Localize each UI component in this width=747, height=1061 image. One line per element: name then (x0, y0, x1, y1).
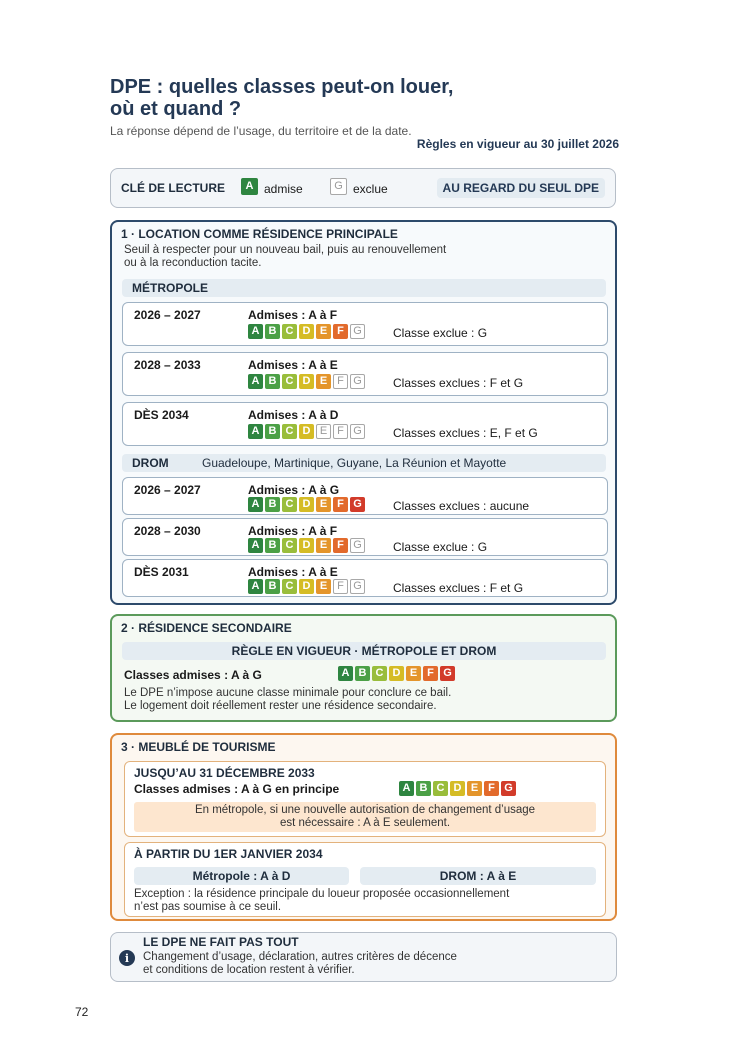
key-admitted-badge: A (241, 178, 258, 195)
dpe-class-badge-c: C (282, 374, 297, 389)
note-text-line-2: et conditions de location restent à vérifier. (143, 964, 355, 976)
drom-label: DROM (132, 456, 169, 470)
dpe-class-badge-b: B (265, 324, 280, 339)
dpe-class-badge-c: C (282, 538, 297, 553)
dpe-class-badge-a: A (248, 538, 263, 553)
key-scope-label: AU REGARD DU SEUL DPE (437, 178, 605, 198)
dpe-class-badge-e: E (316, 497, 331, 512)
dpe-class-badge-d: D (299, 579, 314, 594)
dpe-class-badge-g: G (350, 324, 365, 339)
row-years: DÈS 2034 (134, 408, 189, 422)
dpe-class-badge-f: F (333, 497, 348, 512)
period2-title: À PARTIR DU 1ER JANVIER 2034 (134, 847, 323, 861)
row-years: 2028 – 2033 (134, 358, 201, 372)
dpe-class-badge-b: B (265, 538, 280, 553)
note-title: LE DPE NE FAIT PAS TOUT (143, 935, 299, 949)
section2-text (124, 687, 451, 713)
period1-note (134, 802, 596, 832)
class-badges (248, 424, 365, 439)
dpe-class-badge-g: G (350, 424, 365, 439)
dpe-class-badge-g: G (350, 579, 365, 594)
dpe-class-badge-b: B (265, 424, 280, 439)
period1-classes: Classes admises : A à G en principe (134, 782, 340, 796)
dpe-class-badge-f: F (333, 374, 348, 389)
row-years: 2026 – 2027 (134, 308, 201, 322)
section2-title: 2 · RÉSIDENCE SECONDAIRE (121, 621, 292, 635)
dpe-class-badge-d: D (299, 424, 314, 439)
key-excluded-text: exclue (353, 182, 388, 196)
class-badges (248, 538, 365, 553)
dpe-class-badge-f: F (333, 324, 348, 339)
row-admitted-range: Admises : A à F (248, 524, 338, 538)
schedule-row (122, 559, 608, 597)
info-icon: i (119, 950, 135, 966)
dpe-class-badge-c: C (282, 579, 297, 594)
dpe-class-badge-a: A (338, 666, 353, 681)
rules-date: Règles en vigueur au 30 juillet 2026 (416, 137, 619, 151)
section1-title: 1 · LOCATION COMME RÉSIDENCE PRINCIPALE (121, 227, 398, 241)
schedule-row (122, 477, 608, 515)
dpe-class-badge-f: F (333, 538, 348, 553)
row-admitted-range: Admises : A à E (248, 565, 338, 579)
key-label: CLÉ DE LECTURE (121, 181, 226, 195)
class-badges (338, 666, 455, 681)
note-text (143, 951, 457, 977)
section1-desc-line-2: ou à la reconduction tacite. (124, 257, 262, 269)
dpe-class-badge-a: A (248, 374, 263, 389)
section-tourist-furnished (110, 733, 617, 921)
dpe-class-badge-e: E (406, 666, 421, 681)
key-admitted-text: admise (264, 182, 303, 196)
drom-territories: Guadeloupe, Martinique, Guyane, La Réunion et Mayotte (202, 456, 507, 470)
dpe-class-badge-b: B (265, 374, 280, 389)
drom-band (122, 454, 606, 472)
dpe-class-badge-g: G (350, 497, 365, 512)
dpe-class-badge-e: E (316, 538, 331, 553)
dpe-class-badge-e: E (316, 374, 331, 389)
title-line-2: où et quand ? (110, 98, 242, 120)
section3-title: 3 · MEUBLÉ DE TOURISME (121, 740, 276, 754)
section2-rule-band: RÈGLE EN VIGUEUR · MÉTROPOLE ET DROM (122, 642, 606, 660)
class-badges (248, 374, 365, 389)
class-badges (248, 497, 365, 512)
period2-exception (134, 888, 509, 914)
period1-note-line-2: est nécessaire : A à E seulement. (279, 817, 451, 829)
schedule-row (122, 518, 608, 556)
dpe-class-badge-g: G (501, 781, 516, 796)
dpe-class-badge-g: G (350, 538, 365, 553)
section-principal-residence (110, 220, 617, 605)
dpe-class-badge-c: C (433, 781, 448, 796)
row-admitted-range: Admises : A à F (248, 308, 338, 322)
dpe-class-badge-b: B (355, 666, 370, 681)
note-text-line-1: Changement d’usage, déclaration, autres critères de décence (143, 951, 457, 963)
period1-note-line-1: En métropole, si une nouvelle autorisation de changement d’usage (194, 804, 536, 816)
dpe-class-badge-d: D (299, 497, 314, 512)
dpe-class-badge-d: D (299, 324, 314, 339)
row-years: 2026 – 2027 (134, 483, 201, 497)
dpe-class-badge-c: C (282, 497, 297, 512)
dpe-class-badge-c: C (282, 424, 297, 439)
row-excluded-classes: Classe exclue : G (393, 326, 488, 340)
row-excluded-classes: Classes exclues : E, F et G (393, 426, 538, 440)
dpe-class-badge-a: A (399, 781, 414, 796)
period2-box (124, 842, 606, 917)
section2-badges (338, 666, 455, 681)
dpe-class-badge-b: B (416, 781, 431, 796)
exception-line-2: n’est pas soumise à ce seuil. (134, 901, 282, 913)
class-badges (399, 781, 516, 796)
drom-threshold: DROM : A à E (360, 867, 596, 885)
dpe-class-badge-d: D (389, 666, 404, 681)
dpe-class-badge-f: F (423, 666, 438, 681)
period1-badges (399, 781, 516, 796)
row-excluded-classes: Classes exclues : F et G (393, 376, 524, 390)
dpe-class-badge-a: A (248, 579, 263, 594)
dpe-class-badge-d: D (299, 374, 314, 389)
dpe-class-badge-b: B (265, 497, 280, 512)
dpe-class-badge-d: D (299, 538, 314, 553)
dpe-class-badge-e: E (316, 324, 331, 339)
dpe-class-badge-e: E (316, 579, 331, 594)
metropole-band (122, 279, 606, 297)
dpe-class-badge-f: F (333, 424, 348, 439)
dpe-class-badge-f: F (484, 781, 499, 796)
section1-description (124, 244, 446, 270)
dpe-class-badge-g: G (350, 374, 365, 389)
row-excluded-classes: Classes exclues : aucune (393, 499, 530, 513)
class-badges (248, 579, 365, 594)
dpe-class-badge-b: B (265, 579, 280, 594)
section2-text-line-2: Le logement doit réellement rester une résidence secondaire. (124, 700, 437, 712)
dpe-class-badge-f: F (333, 579, 348, 594)
metropole-threshold: Métropole : A à D (134, 867, 349, 885)
key-excluded-badge: G (330, 178, 347, 195)
page-number: 72 (75, 1005, 89, 1019)
period1-title: JUSQU’AU 31 DÉCEMBRE 2033 (134, 766, 315, 780)
class-badges (248, 324, 365, 339)
dpe-class-badge-c: C (282, 324, 297, 339)
row-admitted-range: Admises : A à E (248, 358, 338, 372)
schedule-row (122, 402, 608, 446)
period1-box (124, 761, 606, 837)
section2-classes-label: Classes admises : A à G (124, 668, 262, 682)
metropole-label: MÉTROPOLE (132, 281, 209, 295)
row-years: DÈS 2031 (134, 565, 189, 579)
row-admitted-range: Admises : A à G (248, 483, 340, 497)
reading-key (110, 168, 616, 208)
page-subtitle: La réponse dépend de l’usage, du territoire et de la date. (110, 124, 412, 138)
section1-desc-line-1: Seuil à respecter pour un nouveau bail, puis au renouvellement (124, 244, 447, 256)
section-secondary-residence (110, 614, 617, 722)
dpe-not-everything-note (110, 932, 617, 982)
dpe-class-badge-e: E (316, 424, 331, 439)
exception-line-1: Exception : la résidence principale du loueur proposée occasionnellement (134, 888, 510, 900)
row-years: 2028 – 2030 (134, 524, 201, 538)
row-excluded-classes: Classe exclue : G (393, 540, 488, 554)
page-title (110, 76, 630, 120)
dpe-class-badge-g: G (440, 666, 455, 681)
dpe-class-badge-e: E (467, 781, 482, 796)
schedule-row (122, 302, 608, 346)
dpe-class-badge-a: A (248, 497, 263, 512)
dpe-class-badge-a: A (248, 424, 263, 439)
dpe-class-badge-a: A (248, 324, 263, 339)
row-excluded-classes: Classes exclues : F et G (393, 581, 524, 595)
title-line-1: DPE : quelles classes peut-on louer, (110, 76, 454, 98)
dpe-class-badge-c: C (372, 666, 387, 681)
section2-text-line-1: Le DPE n’impose aucune classe minimale pour conclure ce bail. (124, 687, 452, 699)
schedule-row (122, 352, 608, 396)
row-admitted-range: Admises : A à D (248, 408, 339, 422)
dpe-class-badge-d: D (450, 781, 465, 796)
